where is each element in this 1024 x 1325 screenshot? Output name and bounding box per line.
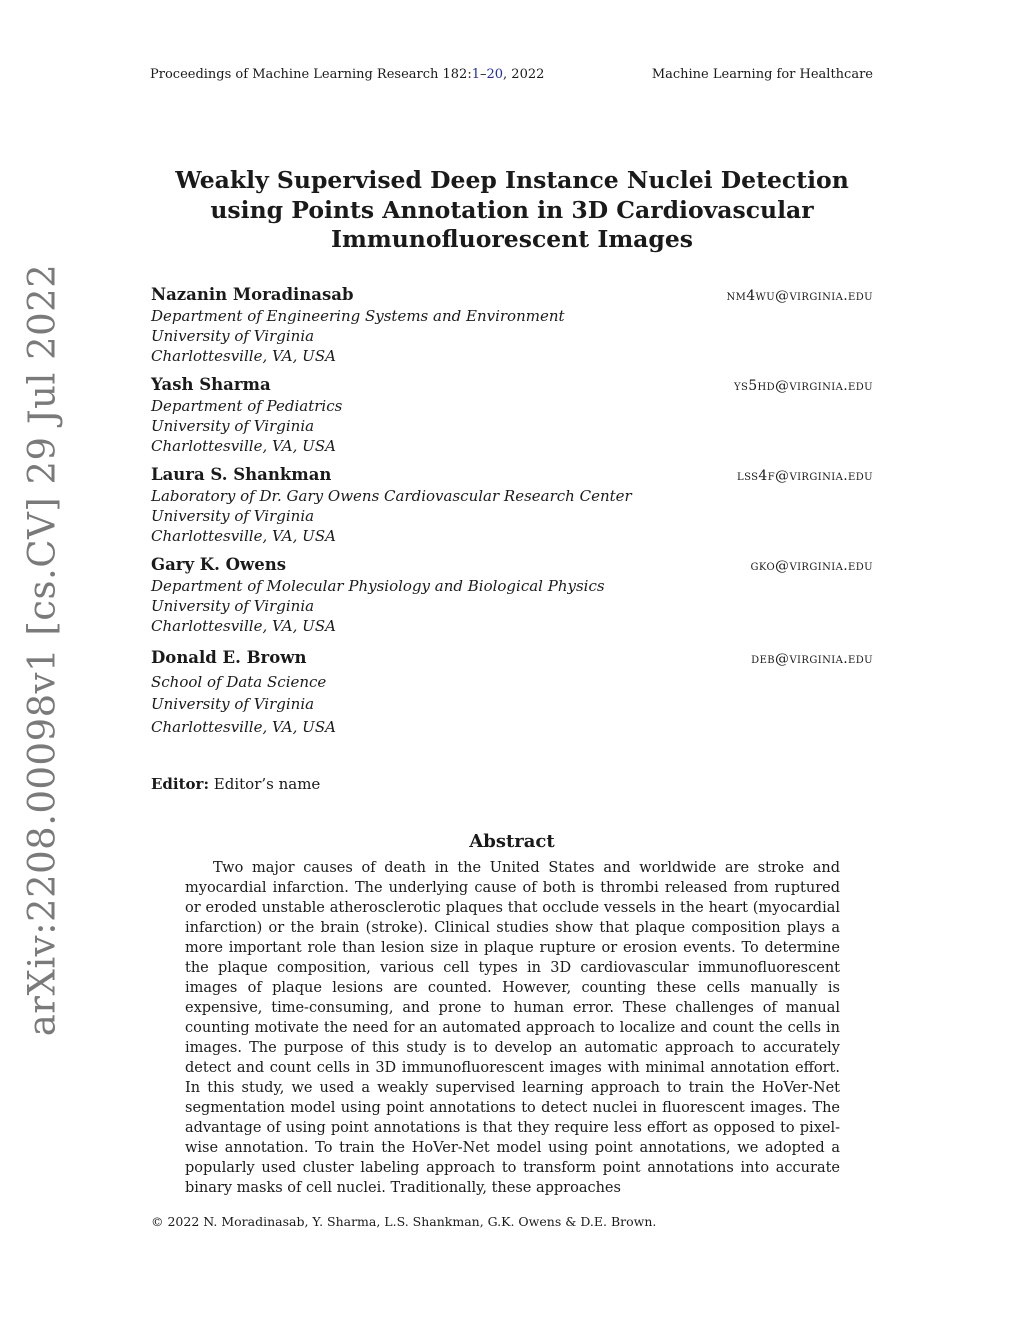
copyright-text: 2022 N. Moradinasab, Y. Sharma, L.S. Shankman, G.K. Owens & D.E. Brown. [167, 1214, 657, 1229]
arxiv-stamp: arXiv:2208.00098v1 [cs.CV] 29 Jul 2022 [20, 263, 64, 1037]
paper-title: Weakly Supervised Deep Instance Nuclei Detection using Points Annotation in 3D Cardiovascular Immunofluorescent Images [175, 166, 849, 253]
author-university: University of Virginia [151, 327, 315, 345]
author-email[interactable]: deb@virginia.edu [751, 651, 873, 667]
author-location: Charlottesville, VA, USA [151, 437, 336, 455]
author-block [151, 375, 873, 456]
author-name: Laura S. Shankman [151, 465, 332, 484]
running-header-right: Machine Learning for Healthcare [651, 67, 873, 82]
author-department: Department of Pediatrics [151, 397, 343, 415]
author-location: Charlottesville, VA, USA [151, 617, 336, 635]
author-email[interactable]: nm4wu@virginia.edu [726, 288, 873, 304]
author-block [151, 285, 873, 366]
copyright-icon: © [151, 1214, 164, 1229]
author-block [151, 465, 873, 546]
author-email[interactable]: ys5hd@virginia.edu [733, 378, 873, 394]
author-department: Department of Engineering Systems and Environment [151, 307, 565, 325]
author-location: Charlottesville, VA, USA [151, 527, 336, 545]
author-university: University of Virginia [151, 417, 315, 435]
author-email[interactable]: lss4f@virginia.edu [737, 468, 873, 484]
author-location: Charlottesville, VA, USA [151, 347, 336, 365]
author-department: Laboratory of Dr. Gary Owens Cardiovascular Research Center [151, 487, 632, 505]
author-name: Nazanin Moradinasab [151, 285, 354, 304]
author-block [151, 647, 873, 738]
editor-name: Editor’s name [213, 775, 321, 793]
author-department: Department of Molecular Physiology and Biological Physics [151, 577, 605, 595]
author-email[interactable]: gko@virginia.edu [750, 558, 873, 574]
author-department: School of Data Science [151, 672, 327, 691]
author-block [151, 555, 873, 636]
author-name: Yash Sharma [151, 375, 271, 394]
editor-line [151, 774, 320, 794]
running-header-left: Proceedings of Machine Learning Research 182:1–20, 2022 [150, 67, 545, 82]
editor-label: Editor: [151, 775, 209, 793]
copyright-footer [151, 1213, 656, 1231]
author-location: Charlottesville, VA, USA [151, 717, 336, 736]
author-name: Gary K. Owens [151, 555, 286, 574]
first-page-link[interactable]: 1 [471, 67, 480, 82]
author-name: Donald E. Brown [151, 648, 307, 667]
abstract-body: Two major causes of death in the United States and worldwide are stroke and myocardial infarction. The underlying cause of both is thrombi released from ruptured or eroded unstable atherosclerotic plaques that occlude vessels in the heart (myocardial infarction) or the brain (stroke). Clinical studies show that plaque composition plays a more important role than lesion size in plaque rupture or erosion events. To determine the plaque composition, various cell types in 3D cardiovascular immunofluorescent images of plaque lesions are counted. However, counting these cells manually is expensive, time-consuming, and prone to human error. These challenges of manual counting motivate the need for an automated approach to localize and count the cells in images. The purpose of this study is to develop an automatic approach to accurately detect and count cells in 3D immunofluorescent images with minimal annotation effort. In this study, we used a weakly supervised learning approach to train the HoVer-Net segmentation model using point annotations to detect nuclei in fluorescent images. The advantage of using point annotations is that they require less effort as opposed to pixel-wise annotation. To train the HoVer-Net model using point annotations, we adopted a popularly used cluster labeling approach to transform point annotations into accurate binary masks of cell nuclei. Traditionally, these approaches [185, 860, 840, 1196]
author-university: University of Virginia [151, 507, 315, 525]
last-page-link[interactable]: 20 [486, 67, 504, 82]
author-university: University of Virginia [151, 695, 315, 713]
abstract-heading: Abstract [469, 831, 555, 852]
author-university: University of Virginia [151, 597, 315, 615]
